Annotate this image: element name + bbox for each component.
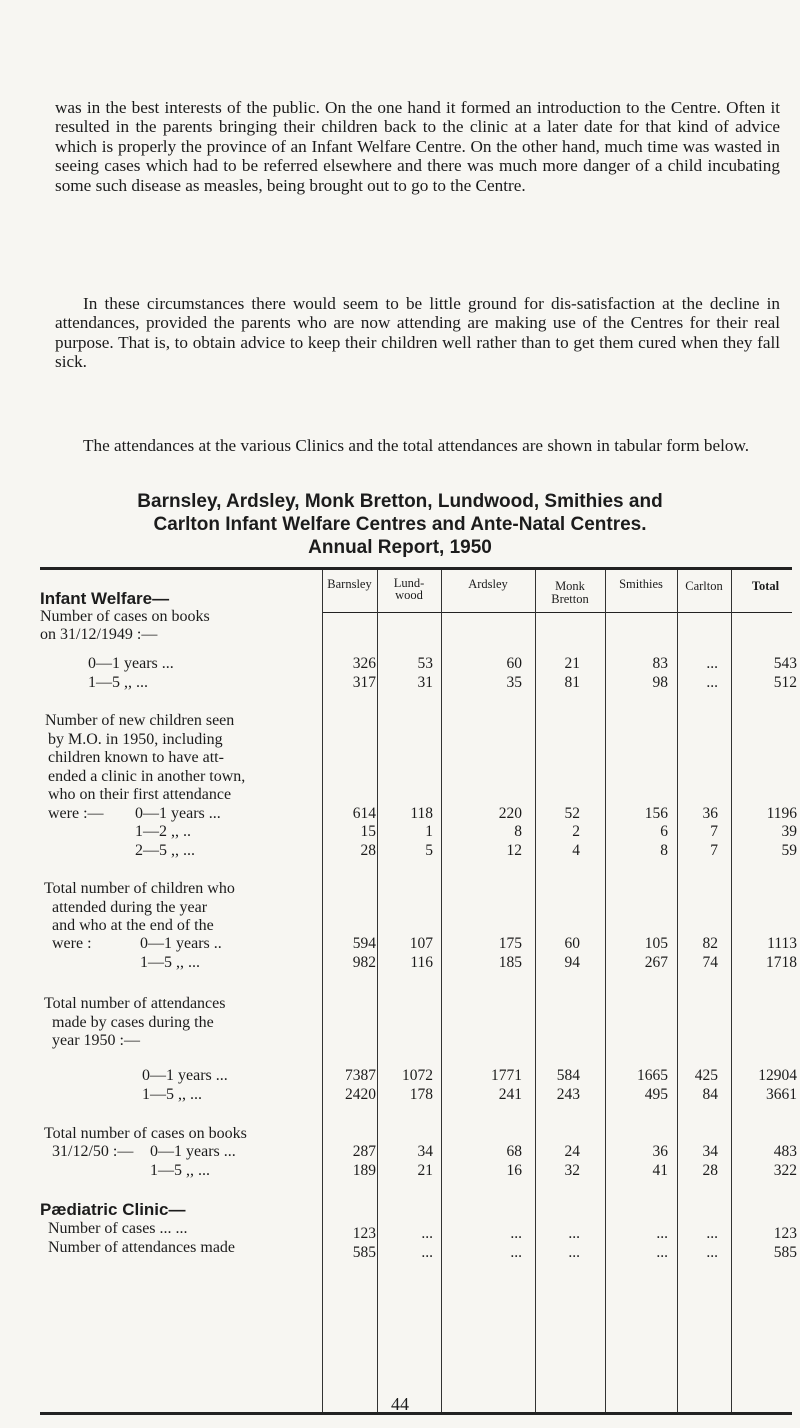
row-label: 1—5 ,, ... [150,1162,210,1179]
table-cell: 82 [702,935,718,952]
column-divider [605,570,606,1412]
table-cell: 982 [352,954,376,971]
column-divider [377,570,378,1412]
table-cell: ... [706,674,718,691]
column-header-total: Total [751,579,780,593]
table-cell: 178 [409,1086,433,1103]
column-header-lundwood-1: Lund- [393,576,425,590]
column-header-monk-1: Monk [555,579,585,593]
table-cell: ... [706,655,718,672]
report-title-line-3: Annual Report, 1950 [308,537,492,558]
row-label: 1—2 ,, .. [135,823,191,840]
table-cell: 584 [556,1067,580,1084]
table-cell: 512 [773,674,797,691]
table-cell: ... [568,1244,580,1261]
row-label: 0—1 years ... [150,1143,236,1160]
table-cell: 267 [644,954,668,971]
row-label-tot-3: and who at the end of the [52,917,214,934]
row-label-att-2: made by cases during the [52,1014,214,1031]
table-cell: 7387 [345,1067,376,1084]
row-label: 1—5 ,, ... [88,674,148,691]
table-cell: 2 [572,823,580,840]
row-label-att-3: year 1950 :— [52,1032,140,1049]
table-cell: ... [421,1244,433,1261]
row-label: 1—5 ,, ... [140,954,200,971]
table-cell: 243 [556,1086,580,1103]
table-cell: 326 [352,655,376,672]
table-cell: 12 [506,842,522,859]
row-label-end-1: Total number of cases on books [44,1125,247,1142]
table-cell: 105 [644,935,668,952]
table-cell: 5 [425,842,433,859]
row-label-att-1: Total number of attendances [44,995,226,1012]
table-cell: 59 [781,842,797,859]
table-cell: 94 [564,954,580,971]
table-cell: 175 [498,935,522,952]
row-label: 2—5 ,, ... [135,842,195,859]
table-cell: 28 [360,842,376,859]
column-header-lundwood-2: wood [395,588,423,602]
row-label-new-6: were :— [48,805,104,822]
table-cell: 32 [564,1162,580,1179]
row-label: 0—1 years ... [142,1067,228,1084]
row-label: 1—5 ,, ... [142,1086,202,1103]
table-cell: 21 [564,655,580,672]
table-cell: 116 [410,954,433,971]
column-divider [731,570,732,1412]
table-cell: 123 [352,1225,376,1242]
table-cell: 322 [773,1162,797,1179]
column-divider [677,570,678,1412]
row-label-tot-4: were : [52,935,92,952]
table-cell: 35 [506,674,522,691]
table-cell: 8 [514,823,522,840]
table-cell: 16 [506,1162,522,1179]
table-cell: 34 [702,1143,718,1160]
table-cell: ... [656,1225,668,1242]
table-top-rule [40,567,792,570]
table-cell: 118 [410,805,433,822]
table-cell: 6 [660,823,668,840]
report-title-line-1: Barnsley, Ardsley, Monk Bretton, Lundwood, Smithies and [137,491,663,512]
table-cell: 1072 [402,1067,433,1084]
row-label: 0—1 years .. [140,935,222,952]
table-cell: 8 [660,842,668,859]
row-label-paed-attendances: Number of attendances made [48,1239,236,1256]
table-cell: 1113 [767,935,797,952]
section-heading-infant-welfare: Infant Welfare— [40,589,170,608]
column-divider [441,570,442,1412]
table-cell: 1196 [766,805,797,822]
row-label-end-2: 31/12/50 :— [52,1143,134,1160]
table-cell: 287 [352,1143,376,1160]
table-cell: ... [421,1225,433,1242]
table-cell: 107 [409,935,433,952]
table-cell: 185 [498,954,522,971]
column-header-carlton: Carlton [685,579,723,593]
column-header-smithies: Smithies [619,577,663,591]
table-cell: 31 [417,674,433,691]
table-cell: 594 [352,935,376,952]
table-cell: 81 [564,674,580,691]
table-cell: 12904 [758,1067,797,1084]
table-cell: 36 [652,1143,668,1160]
row-label-new-5: who on their first attendance [48,786,232,803]
table-cell: 83 [652,655,668,672]
table-cell: 7 [710,823,718,840]
table-cell: 84 [702,1086,718,1103]
table-cell: ... [706,1225,718,1242]
table-cell: ... [706,1244,718,1261]
table-cell: 21 [417,1162,433,1179]
row-label-books-1: Number of cases on books [40,608,210,625]
page-number: 44 [391,1394,409,1414]
header-underline [322,612,792,613]
table-cell: 156 [644,805,668,822]
table-cell: 36 [702,805,718,822]
table-cell: 28 [702,1162,718,1179]
section-heading-paediatric-clinic: Pædiatric Clinic— [40,1200,186,1219]
row-label-new-1: Number of new children seen [45,712,235,729]
table-cell: 123 [773,1225,797,1242]
column-divider [322,570,323,1412]
table-cell: 34 [417,1143,433,1160]
table-cell: 2420 [345,1086,376,1103]
table-cell: 60 [564,935,580,952]
table-cell: 585 [352,1244,376,1261]
table-cell: ... [510,1225,522,1242]
table-cell: 53 [417,655,433,672]
row-label-tot-1: Total number of children who [44,880,235,897]
row-label: 0—1 years ... [135,805,221,822]
table-cell: ... [568,1225,580,1242]
table-cell: 425 [694,1067,718,1084]
table-cell: 1771 [491,1067,522,1084]
column-divider [535,570,536,1412]
table-cell: 41 [652,1162,668,1179]
column-header-ardsley: Ardsley [468,577,508,591]
table-cell: 74 [702,954,718,971]
table-cell: 52 [564,805,580,822]
table-cell: 15 [360,823,376,840]
table-cell: 7 [710,842,718,859]
table-cell: 68 [506,1143,522,1160]
table-cell: 1718 [766,954,797,971]
table-cell: 60 [506,655,522,672]
table-cell: 483 [773,1143,797,1160]
intro-paragraph-2: In these circumstances there would seem to be little ground for dis-satisfaction at the decline in attendances, provided the parents who are now attending are making use of the Centres for their real purpose. That is, to obtain advice to keep their children well rather than to get them cured when they fall sick. [55,294,780,372]
row-label-new-3: children known to have att- [48,749,224,766]
table-cell: ... [510,1244,522,1261]
table-cell: 3661 [766,1086,797,1103]
row-label: 0—1 years ... [88,655,174,672]
column-header-barnsley: Barnsley [327,577,372,591]
table-cell: 585 [773,1244,797,1261]
intro-paragraph-3: The attendances at the various Clinics and the total attendances are shown in tabular form below. [83,436,750,455]
row-label-books-2: on 31/12/1949 :— [40,626,158,643]
intro-paragraph-1: was in the best interests of the public. On the one hand it formed an introduction to the Centre. Often it resulted in the parents bringing their children back to the clinic at a later date for that kind of advice which is properly the province of an Infant Welfare Centre. On the other hand, much time was wasted in seeing cases which had to be referred elsewhere and there was much more danger of a child incubating some such disease as measles, being brought out to go to the Centre. [55,98,780,195]
report-title-line-2: Carlton Infant Welfare Centres and Ante-Natal Centres. [153,514,647,535]
table-cell: 39 [781,823,797,840]
table-cell: 220 [498,805,522,822]
table-cell: 317 [352,674,376,691]
table-cell: 614 [352,805,376,822]
table-cell: 495 [644,1086,668,1103]
table-cell: 543 [773,655,797,672]
row-label-tot-2: attended during the year [52,899,208,916]
row-label-new-2: by M.O. in 1950, including [48,731,223,748]
table-cell: ... [656,1244,668,1261]
row-label-paed-cases: Number of cases ... ... [48,1220,188,1237]
table-cell: 98 [652,674,668,691]
column-header-monk-2: Bretton [551,592,589,606]
table-cell: 241 [498,1086,522,1103]
table-cell: 1665 [637,1067,668,1084]
table-cell: 1 [425,823,433,840]
table-cell: 4 [572,842,580,859]
table-cell: 189 [352,1162,376,1179]
row-label-new-4: ended a clinic in another town, [48,768,246,785]
table-cell: 24 [564,1143,580,1160]
